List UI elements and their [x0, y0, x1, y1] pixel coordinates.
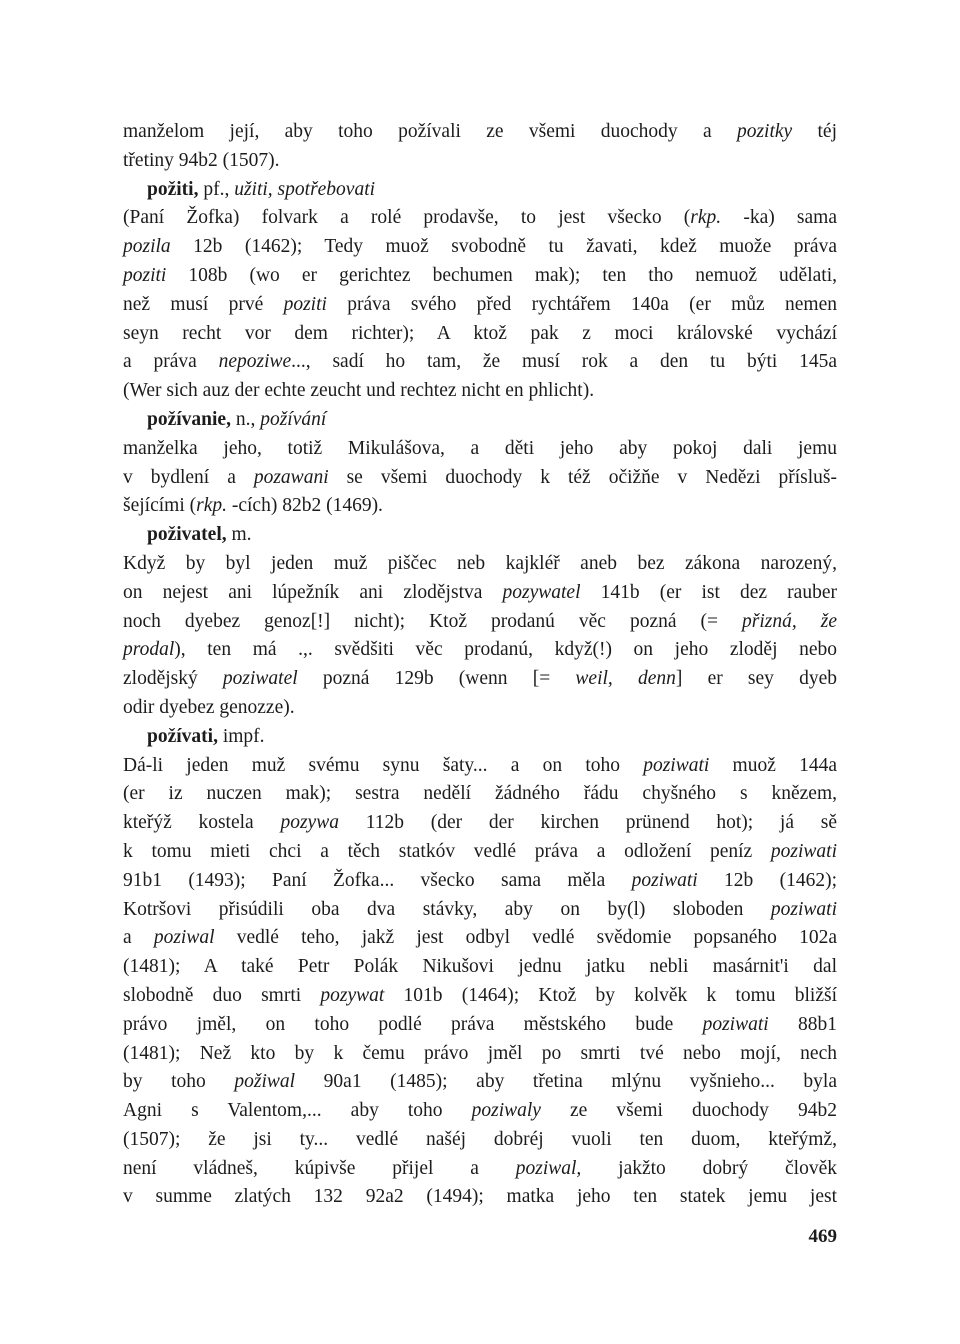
italic-term: poziti	[283, 293, 327, 315]
text-segment: (1481); Než kto by k čemu právo jměl po smrti tvé nebo mojí, nech	[123, 1042, 837, 1064]
text-line	[123, 464, 837, 493]
italic-term: poziwati	[631, 869, 698, 891]
text-segment: Dá-li jeden muž svému synu šaty... a on toho	[123, 754, 644, 776]
text-line	[123, 435, 837, 464]
text-segment: téj	[792, 121, 837, 142]
text-line	[123, 492, 837, 521]
text-line	[123, 752, 837, 781]
headword: požiti,	[147, 178, 199, 200]
text-segment: (1507); že jsi ty... vedlé našéj dobréj vuoli ten duom, kteřýmž,	[123, 1128, 837, 1150]
text-segment: pf.,	[198, 178, 235, 200]
italic-term: pozila	[123, 236, 171, 258]
italic-term: weil, denn	[575, 668, 676, 690]
text-segment: Kotršovi přisúdili oba dva stávky, aby on by(l) sloboden	[123, 898, 771, 920]
page-number: 469	[808, 1226, 837, 1247]
text-line	[123, 1155, 837, 1184]
italic-term: pozawani	[253, 466, 329, 488]
text-line	[123, 924, 837, 953]
text-line	[123, 1097, 837, 1126]
text-line	[123, 233, 837, 262]
text-segment: m.	[226, 524, 252, 546]
text-segment: a práva	[123, 351, 219, 373]
entry-headword-line	[123, 723, 837, 752]
entry-headword-line	[123, 406, 837, 435]
text-line	[123, 348, 837, 377]
entry-headword-line	[123, 176, 837, 205]
text-line	[123, 262, 837, 291]
text-segment: by toho	[123, 1071, 235, 1093]
text-segment: n.,	[230, 408, 261, 430]
italic-term: pozywatel	[502, 581, 581, 603]
text-segment: noch dyebez genoz[!] nicht); Ktož prodanú věc pozná (=	[123, 610, 743, 632]
text-segment: ] er sey dyeb	[675, 668, 837, 690]
italic-term: poziwati	[702, 1013, 769, 1035]
italic-term: poziti	[123, 264, 167, 286]
text-line	[123, 1011, 837, 1040]
text-segment: se všemi duochody k též očižňe v Nedězi přísluš-	[328, 466, 837, 488]
text-segment: než musí prvé	[123, 293, 284, 315]
text-segment: odir dyebez genozze).	[123, 696, 295, 718]
text-segment: kteřýž kostela	[123, 812, 281, 834]
text-segment: ze všemi duochody 94b2	[540, 1100, 837, 1122]
text-segment: 108b (wo er gerichtez bechumen mak); ten tho nemuož udělati,	[166, 264, 837, 286]
text-line	[123, 320, 837, 349]
text-segment: v bydlení a	[123, 466, 254, 488]
text-segment: třetiny 94b2 (1507).	[123, 149, 280, 171]
text-segment: (er iz nuczen mak); sestra nedělí žádného řádu chyšného s knězem,	[123, 783, 837, 805]
text-segment: (Wer sich auz der echte zeucht und rechtez nicht en phlicht).	[123, 380, 595, 402]
italic-term: pozywat	[320, 984, 385, 1006]
italic-term: požívání	[260, 408, 327, 430]
text-segment: 88b1	[768, 1013, 837, 1035]
text-line	[123, 809, 837, 838]
text-segment: jakžto dobrý člověk	[581, 1157, 837, 1179]
text-line	[123, 780, 837, 809]
headword: požívanie,	[147, 408, 231, 430]
text-segment: -ka) sama	[721, 207, 837, 229]
text-segment: šejícími (	[123, 495, 197, 517]
text-segment: a	[123, 927, 154, 949]
text-segment: seyn recht vor dem richter); A ktož pak z moci královské vychází	[123, 322, 837, 344]
headword: požívati,	[147, 725, 218, 747]
text-segment: pozná 129b (wenn [=	[297, 668, 576, 690]
text-segment: v summe zlatých 132 92a2 (1494); matka jeho ten statek jemu jest	[123, 1186, 837, 1208]
text-segment: manželka jeho, totiž Mikulášova, a děti jeho aby pokoj dali jemu	[123, 437, 837, 459]
text-line	[123, 1183, 837, 1212]
text-line	[123, 896, 837, 925]
italic-term: prodal	[123, 639, 175, 661]
italic-term: požiwal	[234, 1071, 296, 1093]
text-line	[123, 1068, 837, 1097]
text-segment: Agni s Valentom,... aby toho	[123, 1100, 472, 1122]
text-line	[123, 118, 837, 147]
text-segment: 101b (1464); Ktož by kolvěk k tomu bližší	[384, 984, 837, 1006]
text-line	[123, 291, 837, 320]
text-line	[123, 665, 837, 694]
italic-term: poziwaly	[471, 1100, 541, 1122]
text-segment: 90a1 (1485); aby třetina mlýnu vyšnieho... byla	[295, 1071, 837, 1093]
italic-term: pozitky	[736, 121, 793, 142]
text-line	[123, 1126, 837, 1155]
text-segment: zlodějský	[123, 668, 223, 690]
text-segment: manželom její, aby toho požívali ze všemi duochody a	[123, 121, 737, 142]
text-segment: 141b (er ist dez rauber	[580, 581, 837, 603]
text-line	[123, 608, 837, 637]
text-line	[123, 838, 837, 867]
text-segment: muož 144a	[709, 754, 837, 776]
text-segment: (1481); A také Petr Polák Nikušovi jednu jatku nebli masárnit'i dal	[123, 956, 837, 978]
text-segment: -cích) 82b2 (1469).	[226, 495, 383, 517]
text-segment: ..., sadí ho tam, že musí rok a den tu býti 145a	[291, 351, 837, 373]
italic-term: užiti, spotřebovati	[234, 178, 376, 200]
italic-term: rkp.	[196, 495, 227, 517]
text-segment: práva svého před rychtářem 140a (er můz nemen	[326, 293, 837, 315]
italic-term: poziwal	[153, 927, 215, 949]
text-line	[123, 550, 837, 579]
italic-term: poziwati	[643, 754, 710, 776]
text-line	[123, 147, 837, 176]
text-line	[123, 982, 837, 1011]
text-segment: ), ten má .,. svědšiti věc prodanú, když(!) on jeho zloděj nebo	[174, 639, 837, 661]
text-segment: on nejest ani lúpežník ani zlodějstva	[123, 581, 503, 603]
text-segment: 12b (1462); Tedy muož svobodně tu žavati, kdež muože práva	[170, 236, 837, 258]
text-line	[123, 1040, 837, 1069]
text-segment: vedlé teho, jakž jest odbyl vedlé svědomie popsaného 102a	[214, 927, 838, 949]
text-segment: není vládneš, kúpivše přijel a	[123, 1157, 516, 1179]
text-segment: 91b1 (1493); Paní Žofka... všecko sama měla	[123, 869, 632, 891]
text-segment: Když by byl jeden muž piščec neb kajkléř aneb bez zákona narozený,	[123, 552, 837, 574]
italic-term: nepoziwe	[218, 351, 292, 373]
text-segment: 12b (1462);	[697, 869, 837, 891]
text-line	[123, 867, 837, 896]
text-line	[123, 204, 837, 233]
italic-term: poziwati	[770, 840, 837, 862]
text-segment: k tomu mieti chci a těch statkóv vedlé práva a odložení peníz	[123, 840, 771, 862]
italic-term: rkp.	[690, 207, 722, 229]
text-line	[123, 579, 837, 608]
italic-term: přizná, že	[742, 610, 837, 632]
text-segment: 112b (der der kirchen prünend hot); já sě	[338, 812, 837, 834]
text-line	[123, 953, 837, 982]
dictionary-text	[123, 118, 837, 1212]
text-segment: slobodně duo smrti	[123, 984, 321, 1006]
text-segment: impf.	[217, 725, 265, 747]
text-line	[123, 636, 837, 665]
headword: poživatel,	[147, 524, 227, 546]
text-line	[123, 694, 837, 723]
italic-term: poziwati	[770, 898, 837, 920]
text-segment: (Paní Žofka) folvark a rolé prodavše, to jest všecko (	[123, 207, 691, 229]
entry-headword-line	[123, 521, 837, 550]
text-segment: právo jměl, on toho podlé práva městského bude	[123, 1013, 703, 1035]
italic-term: pozywa	[280, 812, 339, 834]
italic-term: poziwatel	[222, 668, 298, 690]
italic-term: poziwal,	[515, 1157, 582, 1179]
text-line	[123, 377, 837, 406]
